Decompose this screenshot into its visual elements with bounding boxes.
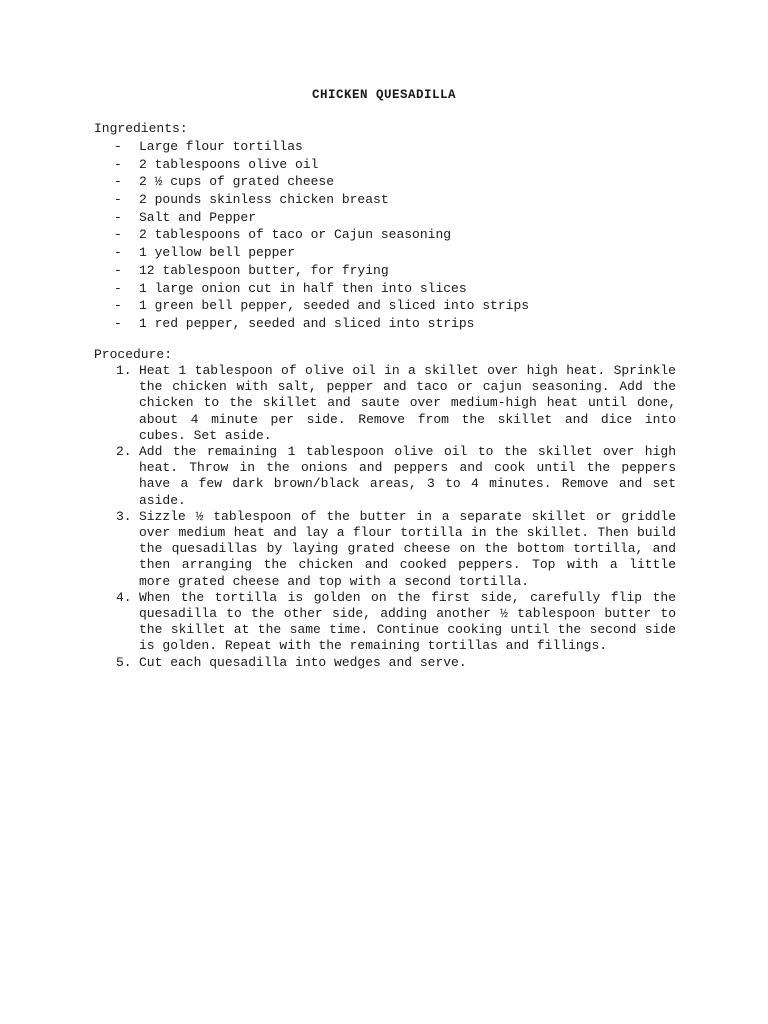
ingredient-text: 2 tablespoons olive oil — [139, 156, 319, 172]
step-text: Sizzle ½ tablespoon of the butter in a separate skillet or griddle over medium heat and lay a flour tortilla in the skillet. Then build the quesadillas by laying grated cheese on the bottom tortilla, and then arranging the chicken and cooked peppers. Top with a little more grated cheese and top with a second tortilla. — [139, 508, 676, 589]
procedure-step — [94, 444, 676, 509]
step-number: 5. — [116, 654, 132, 670]
ingredient-item — [94, 226, 694, 244]
procedure-step — [94, 590, 676, 655]
procedure-step — [94, 509, 676, 590]
bullet-dash: - — [114, 139, 122, 154]
ingredient-text: Salt and Pepper — [139, 209, 257, 225]
procedure-list — [94, 363, 676, 671]
ingredient-item — [94, 191, 694, 209]
step-text: Cut each quesadilla into wedges and serve. — [139, 654, 467, 670]
ingredient-item — [94, 173, 694, 191]
bullet-dash: - — [114, 245, 122, 261]
ingredient-item — [94, 138, 694, 156]
ingredient-item — [94, 156, 694, 174]
ingredient-item — [94, 262, 694, 280]
ingredient-text: 2 ½ cups of grated cheese — [139, 174, 335, 190]
bullet-dash: - — [114, 262, 122, 278]
ingredient-item — [94, 280, 694, 298]
step-text: Add the remaining 1 tablespoon olive oil to the skillet over high heat. Throw in the onions and peppers and cook until the peppers have a few dark brown/black areas, 3 to 4 minutes. Remove and set aside. — [139, 444, 676, 508]
step-number: 1. — [116, 363, 132, 378]
ingredients-heading: Ingredients: — [94, 121, 188, 136]
step-text: When the tortilla is golden on the first side, carefully flip the quesadilla to the other side, adding another ½ tablespoon butter to the skillet at the same time. Continue cooking until the second side is golden. Repeat with the remaining tortillas and fillings. — [139, 589, 676, 654]
ingredient-text: 1 red pepper, seeded and sliced into strips — [139, 315, 475, 331]
ingredient-item — [94, 209, 694, 227]
procedure-step — [94, 655, 676, 671]
bullet-dash: - — [114, 280, 122, 296]
bullet-dash: - — [114, 298, 122, 314]
ingredient-text: 1 yellow bell pepper — [139, 245, 296, 261]
step-number: 4. — [116, 589, 132, 605]
step-number: 2. — [116, 444, 132, 460]
ingredient-text: 12 tablespoon butter, for frying — [139, 262, 389, 278]
step-number: 3. — [116, 508, 132, 524]
bullet-dash: - — [114, 192, 122, 208]
step-text: Heat 1 tablespoon of olive oil in a skillet over high heat. Sprinkle the chicken with salt, pepper and taco or cajun seasoning. Add the chicken to the skillet and saute over medium-high heat until done, about 4 minute per side. Remove from the skillet and dice into cubes. Set aside. — [139, 363, 676, 443]
ingredient-text: Large flour tortillas — [139, 139, 303, 154]
document-title: CHICKEN QUESADILLA — [311, 88, 457, 102]
ingredient-text: 2 tablespoons of taco or Cajun seasoning — [139, 227, 452, 243]
procedure-step — [94, 363, 676, 444]
ingredient-item — [94, 297, 694, 315]
procedure-heading: Procedure: — [94, 347, 173, 362]
ingredient-text: 1 large onion cut in half then into slices — [139, 280, 467, 296]
bullet-dash: - — [114, 174, 122, 190]
ingredients-list — [94, 138, 694, 333]
bullet-dash: - — [114, 156, 122, 172]
ingredient-item — [94, 315, 694, 333]
ingredient-text: 1 green bell pepper, seeded and sliced into strips — [139, 298, 530, 314]
bullet-dash: - — [114, 209, 122, 225]
ingredient-item — [94, 244, 694, 262]
ingredient-text: 2 pounds skinless chicken breast — [139, 192, 389, 208]
bullet-dash: - — [114, 315, 122, 331]
bullet-dash: - — [114, 227, 122, 243]
